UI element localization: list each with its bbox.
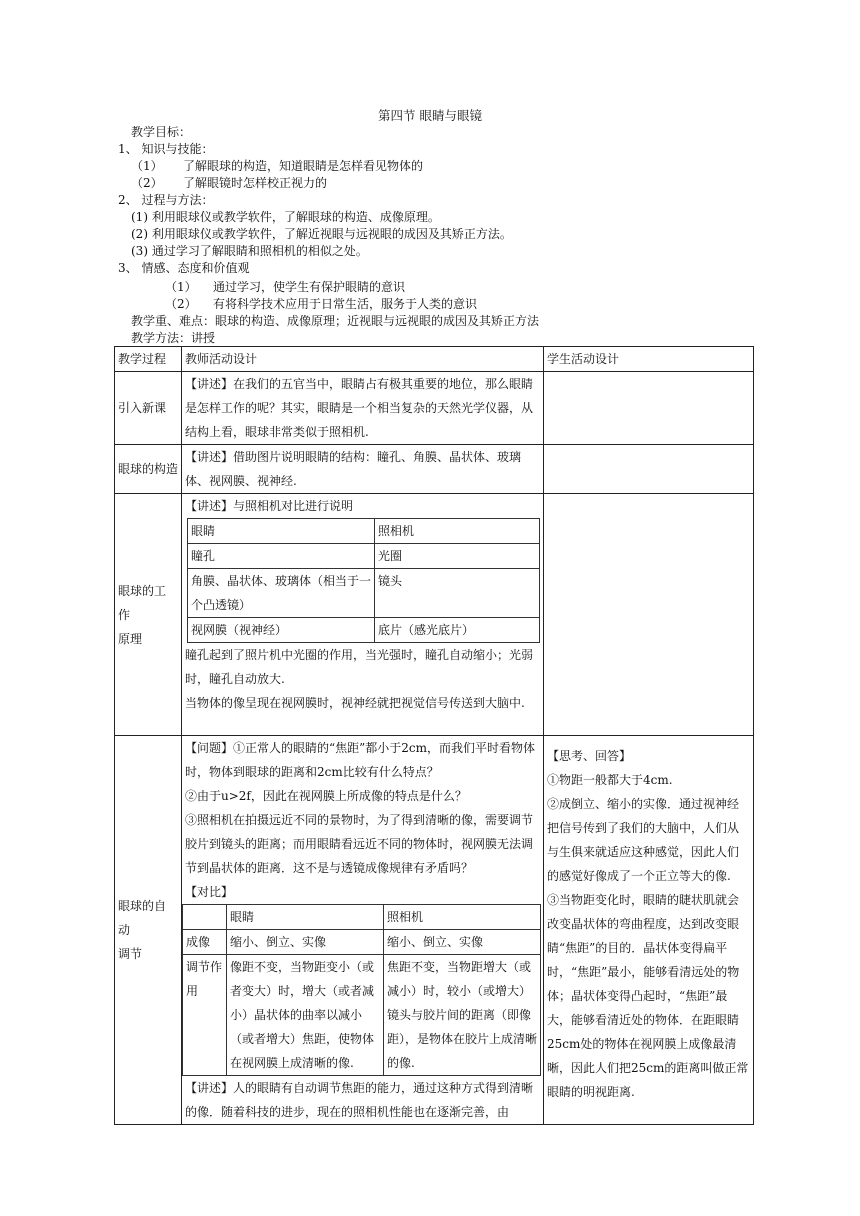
- compare-label: 【对比】: [185, 885, 234, 899]
- teacher-cell: 【讲述】在我们的五官当中，眼睛占有极其重要的地位，那么眼睛是怎样工作的呢？其实，眼睛是一个相当复杂的天然光学仪器，从结构上看，眼球非常类似于照相机.: [182, 372, 544, 445]
- page-title: 第四节 眼睛与眼镜: [378, 108, 482, 123]
- objectives-heading: 教学目标：: [131, 125, 192, 139]
- emotion-heading: 3、 情感、态度和价值观: [118, 261, 250, 275]
- compare-cell: 缩小、倒立、实像: [384, 930, 541, 955]
- teaching-method: 教学方法：讲授: [131, 331, 216, 345]
- compare-row: [188, 618, 540, 643]
- student-answer: 【思考、回答】: [547, 749, 632, 763]
- header-cell: 教师活动设计: [182, 347, 544, 372]
- stage-cell: [115, 736, 182, 1125]
- compare-cell: 照相机: [375, 519, 540, 544]
- compare-cell: 瞳孔: [188, 544, 375, 569]
- compare-cell: 角膜、晶状体、玻璃体（相当于一个凸透镜）: [188, 569, 375, 618]
- process-item: (3) 通过学习了解眼睛和照相机的相似之处。: [131, 244, 368, 258]
- stage-cell: [115, 494, 182, 736]
- compare-cell: [183, 905, 227, 930]
- student-cell: [544, 494, 754, 736]
- compare-cell: 眼睛: [188, 519, 375, 544]
- knowledge-item-num: （2）: [131, 176, 163, 190]
- teacher-cell: 【讲述】借助图片说明眼睛的结构：瞳孔、角膜、晶状体、玻璃体、视网膜、视神经.: [182, 445, 544, 494]
- emotion-item: 通过学习，使学生有保护眼睛的意识: [213, 280, 406, 294]
- knowledge-item: 了解眼球的构造，知道眼睛是怎样看见物体的: [183, 159, 424, 173]
- stage-line: 眼球的自: [118, 899, 167, 913]
- compare-cell: 缩小、倒立、实像: [227, 930, 384, 955]
- student-cell: [544, 372, 754, 445]
- table-row: [115, 372, 754, 445]
- compare-row: [188, 519, 540, 544]
- compare-row: [188, 544, 540, 569]
- knowledge-heading: 1、 知识与技能：: [118, 142, 214, 156]
- student-cell: [544, 445, 754, 494]
- process-item: (2) 利用眼球仪或教学软件，了解近视眼与远视眼的成因及其矫正方法。: [131, 227, 512, 241]
- teacher-cell: [182, 494, 544, 736]
- student-answer: ③当物距变化时，眼睛的睫状肌就会改变晶状体的弯曲程度，达到改变眼睛“焦距”的目的．晶状体变得扁平时，“焦距”最小，能够看清远处的物体；晶状体变得凸起时，“焦距”最大，能够看清近处的物体．在距眼睛25cm处的物体在视网膜上成像最清晰，因此人们把25cm的距离叫做正常眼睛的明视距离.: [547, 893, 749, 1099]
- compare-cell: 成像: [183, 930, 227, 955]
- stage-line: 调节: [118, 947, 143, 961]
- header-cell: 教学过程: [115, 347, 182, 372]
- stage-line: 眼球的工: [118, 583, 167, 598]
- lesson-table: [114, 346, 754, 1125]
- compare-cell: 光圈: [375, 544, 540, 569]
- compare-cell: 视网膜（视神经）: [188, 618, 375, 643]
- process-item: (1) 利用眼球仪或教学软件，了解眼球的构造、成像原理。: [131, 210, 440, 224]
- compare-cell: 照相机: [384, 905, 541, 930]
- pupil-explanation: 瞳孔起到了照片机中光圈的作用，当光强时，瞳孔自动缩小；光弱时，瞳孔自动放大.: [185, 648, 534, 686]
- emotion-item-num: （2）: [165, 297, 197, 311]
- stage-line: 动: [118, 923, 131, 937]
- stage-line: 作: [118, 607, 131, 622]
- stage-line: 原理: [118, 631, 143, 646]
- student-answer: ①物距一般都大于4cm.: [547, 773, 673, 787]
- keypoints: 教学重、难点：眼球的构造、成像原理；近视眼与远视眼的成因及其矫正方法: [131, 314, 540, 328]
- knowledge-item-num: （1）: [131, 159, 163, 173]
- table-header-row: [115, 347, 754, 372]
- compare-cell: 焦距不变，当物距增大（或减小）时，较小（或增大）镜头与胶片间的距离（即像距），是物体在胶片上成清晰的像.: [384, 955, 541, 1076]
- compare-cell: 底片（感光底片）: [375, 618, 540, 643]
- student-cell: [544, 736, 754, 1125]
- compare-cell: 调节作用: [183, 955, 227, 1076]
- compare-row: [188, 569, 540, 618]
- teacher-cell: [182, 736, 544, 1125]
- table-row: [115, 445, 754, 494]
- question-3: ③照相机在拍摄远近不同的景物时，为了得到清晰的像，需要调节胶片到镜头的距离；而用眼睛看远近不同的物体时，视网膜无法调节到晶状体的距离．这不是与透镜成像规律有矛盾吗？: [185, 813, 534, 875]
- student-answer: ②成倒立、缩小的实像．通过视神经把信号传到了我们的大脑中，人们从与生俱来就适应这种感觉，因此人们的感觉好像成了一个正立等大的像.: [547, 797, 740, 883]
- knowledge-item: 了解眼镜时怎样校正视力的: [183, 176, 328, 190]
- camera-compare-table: [182, 904, 541, 1076]
- compare-cell: 镜头: [375, 569, 540, 618]
- compare-cell: 像距不变，当物距变小（或者变大）时，增大（或者减小）晶状体的曲率以减小（或者增大）焦距，使物体在视网膜上成清晰的像.: [227, 955, 384, 1076]
- compare-table: [187, 518, 540, 643]
- compare-row: [183, 930, 541, 955]
- stage-cell: 眼球的构造: [115, 445, 182, 494]
- question-1: 【问题】①正常人的眼睛的“焦距”都小于2cm，而我们平时看物体时，物体到眼球的距离和2cm比较有什么特点？: [185, 741, 536, 779]
- table-row: [115, 736, 754, 1125]
- process-heading: 2、 过程与方法：: [118, 193, 214, 207]
- compare-intro: 【讲述】与照相机对比进行说明: [185, 499, 354, 513]
- compare-row: [183, 955, 541, 1076]
- header-cell: 学生活动设计: [544, 347, 754, 372]
- emotion-item: 有将科学技术应用于日常生活，服务于人类的意识: [213, 297, 478, 311]
- retina-explanation: 当物体的像呈现在视网膜时，视神经就把视觉信号传送到大脑中.: [185, 696, 525, 710]
- table-row: [115, 494, 754, 736]
- emotion-item-num: （1）: [165, 280, 197, 294]
- compare-row: [183, 905, 541, 930]
- closing-explanation: 【讲述】人的眼睛有自动调节焦距的能力，通过这种方式得到清晰的像．随着科技的进步，现在的照相机性能也在逐渐完善，由: [185, 1081, 534, 1119]
- question-2: ②由于u>2f，因此在视网膜上所成像的特点是什么？: [185, 789, 467, 803]
- stage-cell: 引入新课: [115, 372, 182, 445]
- compare-cell: 眼睛: [227, 905, 384, 930]
